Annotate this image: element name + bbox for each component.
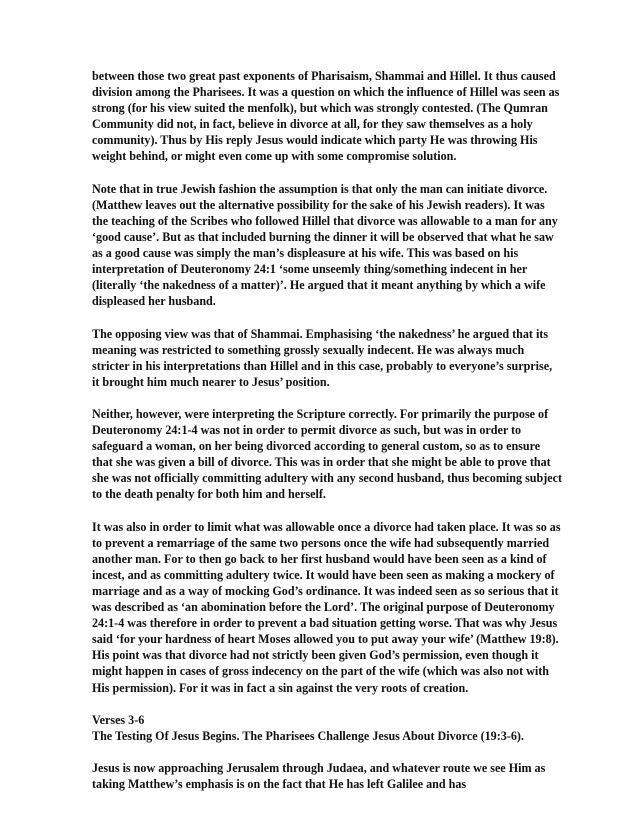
paragraph-deuteronomy-purpose: Neither, however, were interpreting the Scripture correctly. For primarily the purpose of Deuteronomy 24:1-4 was not in order to permit divorce as such, but was in order to safeguard a woman, on her being divorced according to general custom, so as to ensure that she was given a bill of divorce. This was in order that she might be able to prove that she was not officially committing adultery with any second husband, thus becoming subject to the death penalty for both him and herself. — [92, 406, 563, 502]
paragraph-shammai-view: The opposing view was that of Shammai. Emphasising ‘the nakedness’ he argued that its meaning was restricted to something grossly sexually indecent. He was always much stricter in his interpretations than Hillel and in this case, probably to everyone’s surprise, it brought him much nearer to Jesus’ position. — [92, 326, 553, 389]
section-title: The Testing Of Jesus Begins. The Pharisees Challenge Jesus About Divorce (19:3-6). — [92, 728, 524, 743]
paragraph-jewish-divorce: Note that in true Jewish fashion the assumption is that only the man can initiate divorce. (Matthew leaves out the alternative possibility for the sake of his Jewish readers). It was the teaching of the Scribes who followed Hillel that divorce was allowable to a man for any ‘good cause’. But as that included burning the dinner it will be observed that what he saw as a good cause was simply the man’s displeasure at his wife. This was based on his interpretation of Deuteronomy 24:1 ‘some unseemly thing/something indecent in her (literally ‘the nakedness of a matter)’. He argued that it meant anything by which a wife displeased her husband. — [92, 181, 558, 309]
paragraph-limit-allowable: It was also in order to limit what was allowable once a divorce had taken place. It was so as to prevent a remarriage of the same two persons once the wife had subsequently married another man. For to then go back to her first husband would have been seen as a kind of incest, and as committing adultery twice. It would have been seen as making a mockery of marriage and as a way of mocking God’s ordinance. It was indeed seen as so serious that it was described as ‘an abomination before the Lord’. The original purpose of Deuteronomy 24:1-4 was therefore in order to prevent a bad situation getting worse. That was why Jesus said ‘for your hardness of heart Moses allowed you to put away your wife’ (Matthew 19:8). His point was that divorce had not strictly been given God’s permission, even though it might happen in cases of gross indecency on the part of the wife (which was also not with His permission). For it was in fact a sin against the very roots of creation. — [92, 519, 561, 695]
paragraph-shammai-hillel: between those two great past exponents of Pharisaism, Shammai and Hillel. It thus caused division among the Pharisees. It was a question on which the influence of Hillel was seen as strong (for his view suited the menfolk), but which was strongly contested. (The Qumran Community did not, in fact, believe in divorce at all, for they saw themselves as a holy community). Thus by His reply Jesus would indicate which party He was throwing His weight behind, or might even come up with some compromise solution. — [92, 69, 560, 164]
paragraph-approaching-jerusalem: Jesus is now approaching Jerusalem through Judaea, and whatever route we see Him as taking Matthew’s emphasis is on the fact that He has left Galilee and has — [92, 761, 546, 792]
document-page — [92, 68, 562, 808]
section-label: Verses 3-6 — [92, 712, 145, 727]
